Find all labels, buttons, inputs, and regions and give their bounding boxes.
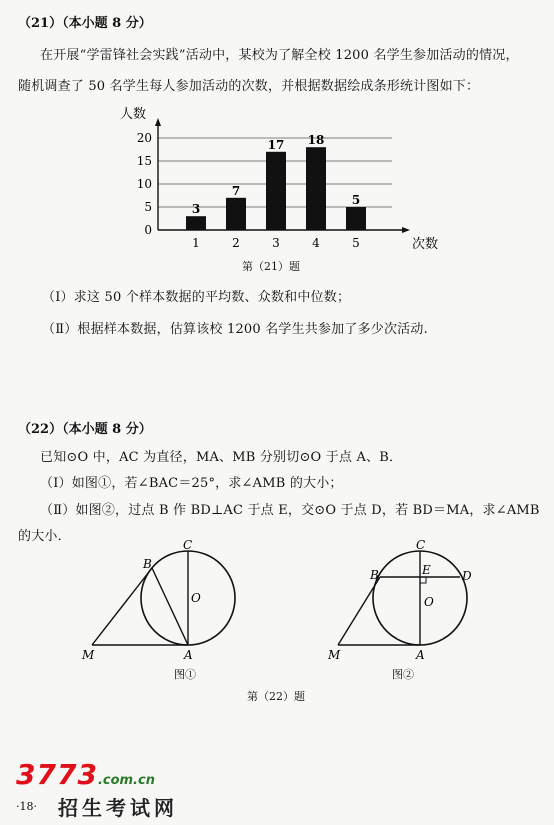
q21-bar-chart xyxy=(118,100,438,260)
chart-y-tick-label: 0 xyxy=(144,223,152,237)
site-logo xyxy=(16,758,155,791)
q21-caption: 第（21）题 xyxy=(242,260,300,273)
q21-header: （21）（本小题 8 分） xyxy=(18,16,152,31)
q22-line4: 的大小． xyxy=(18,529,71,544)
fig2-label-c: C xyxy=(416,540,426,552)
q22-line1: 已知⊙O 中，AC 为直径，MA、MB 分别切⊙O 于点 A、B． xyxy=(40,450,403,465)
page-number: ·18· xyxy=(16,800,37,813)
fig1-tangent-mb xyxy=(92,568,152,645)
chart-bar xyxy=(306,147,326,230)
chart-y-tick-label: 10 xyxy=(136,177,152,191)
q22-line3: （Ⅱ）如图②，过点 B 作 BD⊥AC 于点 E，交⊙O 于点 D，若 BD＝MA，求∠AMB xyxy=(40,503,540,518)
chart-data-label: 18 xyxy=(307,133,325,148)
fig2-label-d: D xyxy=(462,569,472,583)
chart-bar xyxy=(266,152,286,230)
chart-y-axis-arrow xyxy=(155,118,161,126)
fig2-tangent-mb xyxy=(338,577,380,645)
chart-data-label: 17 xyxy=(267,137,285,152)
chart-bars xyxy=(186,147,366,230)
chart-bar xyxy=(346,207,366,230)
chart-bar xyxy=(186,216,206,230)
chart-x-axis-label: 次数 xyxy=(412,237,438,252)
chart-y-tick-label: 5 xyxy=(144,200,152,214)
fig2-label-e: E xyxy=(422,563,431,577)
q21-line2: 随机调查了 50 名学生每人参加活动的次数，并根据数据绘成条形统计图如下： xyxy=(18,79,480,94)
logo-domain: .com.cn xyxy=(97,773,155,788)
fig2-caption: 图② xyxy=(392,668,414,681)
fig2-label-b: B xyxy=(370,568,379,582)
chart-bar xyxy=(226,198,246,230)
fig2-right-angle-mark xyxy=(420,577,426,583)
chart-x-tick-label: 2 xyxy=(232,236,240,250)
chart-x-tick-label: 5 xyxy=(352,236,360,250)
q21-line1: 在开展“学雷锋社会实践”活动中，某校为了解全校 1200 名学生参加活动的情况， xyxy=(40,48,519,63)
q21-part2: （Ⅱ）根据样本数据，估算该校 1200 名学生共参加了多少次活动. xyxy=(42,322,428,337)
chart-y-tick-label: 20 xyxy=(136,131,152,145)
fig1-caption: 图① xyxy=(174,668,196,681)
q22-caption: 第（22）题 xyxy=(247,690,305,703)
fig1-label-m: M xyxy=(82,648,95,662)
logo-number: 3773 xyxy=(16,758,98,791)
fig1-label-o: O xyxy=(191,591,201,605)
chart-data-label: 5 xyxy=(351,193,361,207)
fig1-label-b: B xyxy=(143,557,152,571)
fig2-label-a: A xyxy=(416,648,425,662)
chart-x-tick-label: 3 xyxy=(272,236,280,250)
chart-y-tick-label: 15 xyxy=(136,154,152,168)
fig1-label-a: A xyxy=(184,648,193,662)
chart-x-tick-label: 4 xyxy=(312,236,320,250)
q22-line2: （Ⅰ）如图①，若∠BAC＝25°，求∠AMB 的大小； xyxy=(40,476,343,491)
chart-x-axis-arrow xyxy=(402,227,410,233)
fig2-label-m: M xyxy=(328,648,341,662)
q22-header: （22）（本小题 8 分） xyxy=(18,422,152,437)
chart-data-label: 3 xyxy=(191,202,201,217)
site-name: 招生考试网 xyxy=(58,796,178,820)
chart-ticks xyxy=(137,131,360,250)
chart-data-label: 7 xyxy=(231,183,241,198)
chart-x-tick-label: 1 xyxy=(192,236,200,250)
q21-part1: （Ⅰ）求这 50 个样本数据的平均数、众数和中位数； xyxy=(42,290,351,305)
fig2-label-o: O xyxy=(424,595,434,609)
chart-y-axis-label: 人数 xyxy=(120,107,147,122)
fig1-label-c: C xyxy=(183,540,193,552)
q22-figure1 xyxy=(80,540,280,685)
q22-figure2 xyxy=(320,540,520,685)
